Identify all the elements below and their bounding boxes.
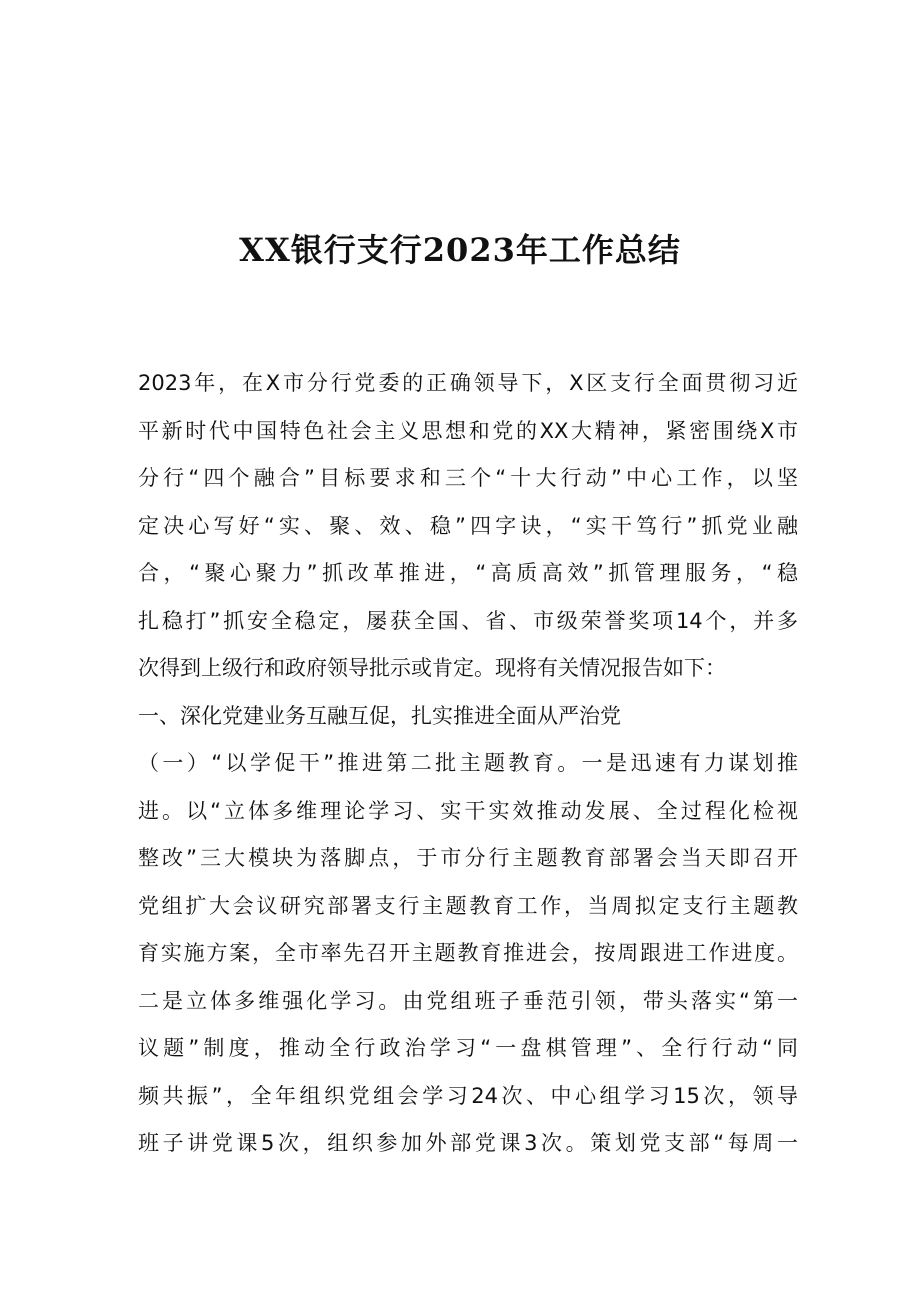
document-title: XX银行支行2023年工作总结 xyxy=(239,231,681,269)
paragraph-line: 分行“四个融合”目标要求和三个“十大行动”中心工作，以坚 xyxy=(138,466,798,490)
document-body xyxy=(138,360,798,1168)
paragraph-line: 议题”制度，推动全行政治学习“一盘棋管理”、全行行动“同 xyxy=(138,1036,798,1060)
paragraph-line: 整改”三大模块为落脚点，于市分行主题教育部署会当天即召开 xyxy=(138,846,798,870)
paragraph-line: （一）“以学促干”推进第二批主题教育。一是迅速有力谋划推 xyxy=(138,751,798,775)
paragraph-line: 育实施方案，全市率先召开主题教育推进会，按周跟进工作进度。 xyxy=(138,941,798,965)
paragraph-line: 党组扩大会议研究部署支行主题教育工作，当周拟定支行主题教 xyxy=(138,893,798,918)
paragraph-line: 进。以“立体多维理论学习、实干实效推动发展、全过程化检视 xyxy=(138,798,798,823)
paragraph-line: 平新时代中国特色社会主义思想和党的XX大精神，紧密围绕X市 xyxy=(138,418,798,443)
paragraph-line: 扎稳打”抓安全稳定，屡获全国、省、市级荣誉奖项14个，并多 xyxy=(138,608,798,633)
paragraph-line: 一、深化党建业务互融互促，扎实推进全面从严治党 xyxy=(138,703,621,728)
paragraph-line: 班子讲党课5次，组织参加外部党课3次。策划党支部“每周一 xyxy=(138,1131,798,1155)
paragraph-line: 频共振”，全年组织党组会学习24次、中心组学习15次，领导 xyxy=(138,1083,798,1108)
paragraph-line: 2023年，在X市分行党委的正确领导下，X区支行全面贯彻习近 xyxy=(138,371,798,395)
paragraph-line: 定决心写好“实、聚、效、稳”四字诀，“实干笃行”抓党业融 xyxy=(138,513,798,538)
paragraph-line: 次得到上级行和政府领导批示或肯定。现将有关情况报告如下： xyxy=(138,656,726,680)
paragraph-line: 二是立体多维强化学习。由党组班子垂范引领，带头落实“第一 xyxy=(138,988,798,1013)
paragraph-line: 合，“聚心聚力”抓改革推进，“高质高效”抓管理服务，“稳 xyxy=(138,561,798,585)
